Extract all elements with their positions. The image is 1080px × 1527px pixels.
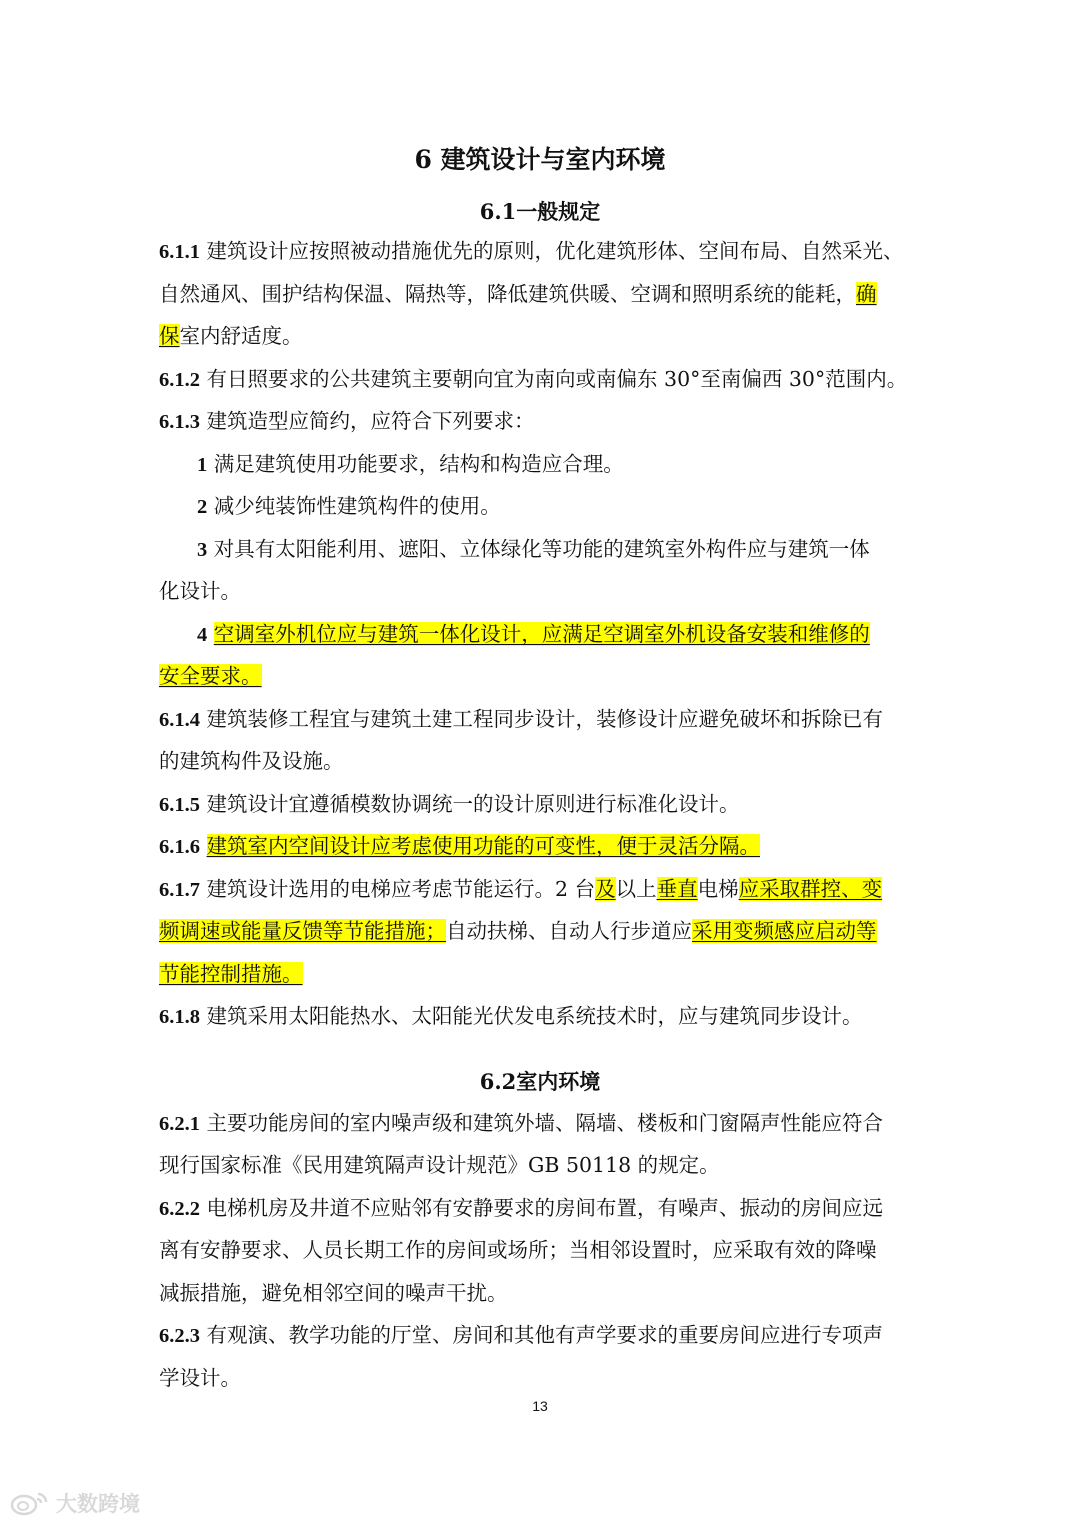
list-item-1	[197, 449, 967, 480]
highlighted-text: 垂直	[656, 877, 698, 901]
page-number: 13	[532, 1398, 548, 1414]
clause-6-2-3-line-2	[159, 1363, 929, 1393]
page-title: 6 建筑设计与室内环境	[414, 145, 666, 174]
clause-6-1-1-line-2	[159, 279, 929, 309]
list-item-4-line-2	[159, 661, 929, 691]
item-text: 对具有太阳能利用、遮阳、立体绿化等功能的建筑室外构件应与建筑一体	[207, 537, 870, 561]
clause-number: 6.1.4	[159, 709, 200, 731]
clause-text: 建筑装修工程宜与建筑土建工程同步设计，装修设计应避免破坏和拆除已有	[200, 707, 884, 731]
highlighted-text: 采用变频感应启动等	[692, 919, 877, 943]
watermark-text: 大数跨境	[56, 1492, 140, 1516]
clause-number: 6.1.1	[159, 241, 200, 263]
highlighted-text: 空调室外机位应与建筑一体化设计，应满足空调室外机设备安装和维修的	[213, 622, 870, 646]
weibo-logo-icon	[10, 1490, 50, 1516]
clause-text: 减振措施，避免相邻空间的噪声干扰。	[159, 1281, 508, 1305]
clause-text: 电梯	[697, 877, 739, 901]
clause-number: 6.1.3	[159, 411, 200, 433]
list-item-2	[197, 491, 967, 522]
clause-number: 6.2.1	[159, 1113, 200, 1135]
clause-text: 建筑造型应简约，应符合下列要求：	[200, 409, 535, 433]
clause-number: 6.2.3	[159, 1325, 200, 1347]
clause-6-2-1-line-2	[159, 1150, 929, 1180]
clause-6-2-2-line-1	[159, 1193, 929, 1224]
list-item-3-line-2	[159, 576, 929, 606]
clause-number: 6.1.2	[159, 369, 200, 391]
item-text: 化设计。	[159, 579, 241, 603]
clause-text: 室内舒适度。	[179, 324, 303, 348]
clause-text: 建筑设计宜遵循模数协调统一的设计原则进行标准化设计。	[200, 792, 740, 816]
highlighted-text: 节能控制措施。	[159, 962, 303, 986]
clause-text: 学设计。	[159, 1366, 241, 1390]
clause-6-1-1-line-3	[159, 321, 929, 351]
highlighted-text: 及	[595, 877, 616, 901]
clause-number: 6.1.7	[159, 879, 200, 901]
clause-text: 的建筑构件及设施。	[159, 749, 344, 773]
clause-6-1-7-line-2	[159, 916, 929, 946]
clause-text: 有观演、教学功能的厅堂、房间和其他有声学要求的重要房间应进行专项声	[200, 1323, 884, 1347]
clause-6-2-3-line-1	[159, 1320, 929, 1351]
clause-6-2-2-line-2	[159, 1235, 929, 1265]
watermark	[10, 1486, 140, 1520]
clause-6-1-1-line-1	[159, 236, 929, 267]
clause-text: 自然通风、围护结构保温、隔热等，降低建筑供暖、空调和照明系统的能耗，	[159, 282, 856, 306]
clause-number: 6.1.8	[159, 1006, 200, 1028]
clause-number: 6.1.5	[159, 794, 200, 816]
highlighted-text: 安全要求。	[159, 664, 262, 688]
clause-6-1-3	[159, 406, 929, 437]
clause-text: 现行国家标准《民用建筑隔声设计规范》GB 50118 的规定。	[159, 1153, 720, 1177]
highlighted-text: 建筑室内空间设计应考虑使用功能的可变性，便于灵活分隔。	[206, 834, 761, 858]
highlighted-text: 确	[856, 282, 877, 306]
item-text: 满足建筑使用功能要求，结构和构造应合理。	[207, 452, 624, 476]
clause-6-1-2	[159, 364, 929, 395]
highlighted-text: 应采取群控、变	[738, 877, 883, 901]
clause-6-1-4-line-2	[159, 746, 929, 776]
clause-number: 6.2.2	[159, 1198, 200, 1220]
clause-6-1-8	[159, 1001, 929, 1032]
clause-6-1-7-line-1	[159, 874, 929, 905]
clause-6-1-5	[159, 789, 929, 820]
clause-6-1-7-line-3	[159, 959, 929, 989]
clause-6-2-1-line-1	[159, 1108, 929, 1139]
clause-6-1-4-line-1	[159, 704, 929, 735]
item-number: 3	[197, 539, 208, 561]
highlighted-text: 频调速或能量反馈等节能措施；	[159, 919, 446, 943]
clause-text: 以上	[615, 877, 657, 901]
clause-text: 离有安静要求、人员长期工作的房间或场所；当相邻设置时，应采取有效的降噪	[159, 1238, 877, 1262]
clause-text: 建筑设计应按照被动措施优先的原则，优化建筑形体、空间布局、自然采光、	[200, 239, 904, 263]
clause-text: 建筑设计选用的电梯应考虑节能运行。2 台	[200, 877, 596, 901]
clause-text: 自动扶梯、自动人行步道应	[446, 919, 692, 943]
list-item-4-line-1	[197, 619, 967, 650]
clause-text: 有日照要求的公共建筑主要朝向宜为南向或南偏东 30°至南偏西 30°范围内。	[200, 367, 908, 391]
highlighted-text: 保	[159, 324, 180, 348]
section-title-6-1: 6.1一般规定	[479, 199, 601, 224]
item-number: 2	[197, 496, 208, 518]
clause-text: 建筑采用太阳能热水、太阳能光伏发电系统技术时，应与建筑同步设计。	[200, 1004, 863, 1028]
clause-text: 主要功能房间的室内噪声级和建筑外墙、隔墙、楼板和门窗隔声性能应符合	[200, 1111, 884, 1135]
item-number: 4	[197, 624, 208, 646]
clause-text: 电梯机房及井道不应贴邻有安静要求的房间布置，有噪声、振动的房间应远	[200, 1196, 884, 1220]
list-item-3-line-1	[197, 534, 967, 565]
clause-6-1-6	[159, 831, 929, 862]
item-text: 减少纯装饰性建筑构件的使用。	[207, 494, 501, 518]
item-number: 1	[197, 454, 208, 476]
section-title-6-2: 6.2室内环境	[479, 1069, 601, 1094]
clause-number: 6.1.6	[159, 836, 200, 858]
clause-6-2-2-line-3	[159, 1278, 929, 1308]
